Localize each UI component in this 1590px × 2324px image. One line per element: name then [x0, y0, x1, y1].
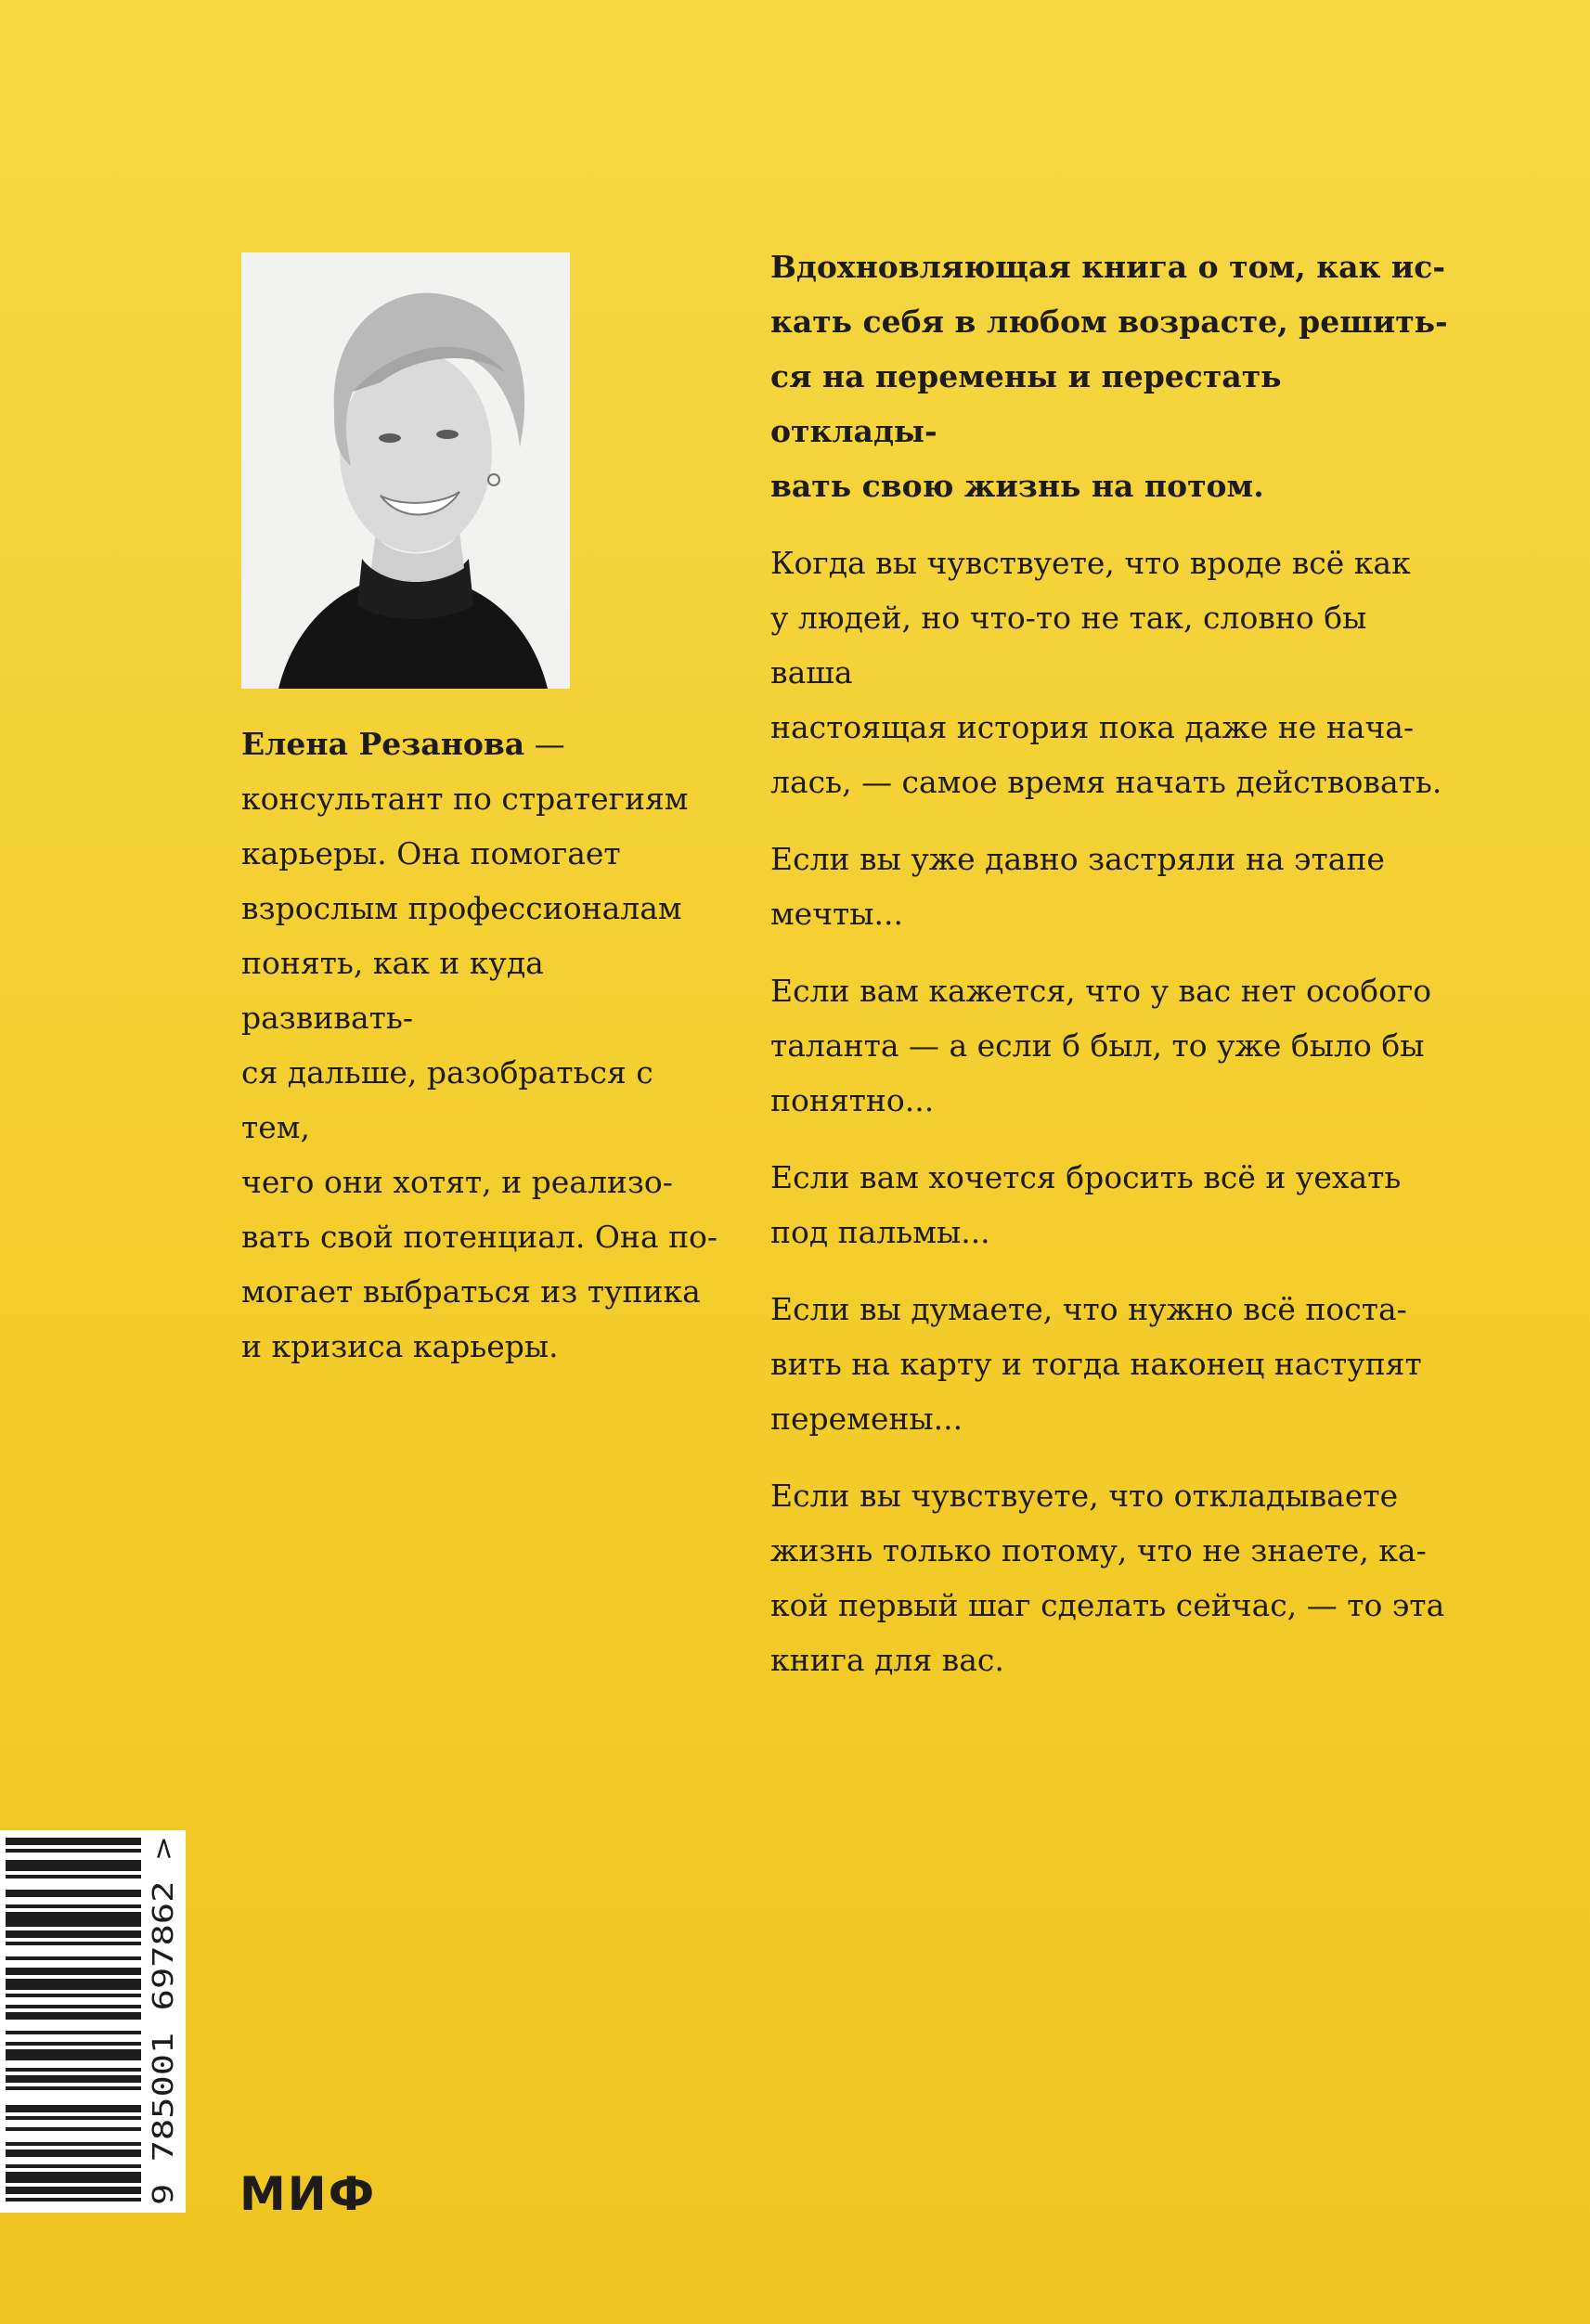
author-bio-line: могает выбраться из тупика	[241, 1273, 701, 1310]
paragraph-line: у людей, но что-то не так, словно бы ваша	[770, 600, 1367, 691]
barcode-bar	[6, 2031, 141, 2034]
lead-line: Вдохновляющая книга о том, как ис-	[770, 249, 1446, 285]
barcode-bar	[6, 2127, 141, 2131]
paragraph-line: мечты...	[770, 896, 904, 932]
description-paragraph	[770, 963, 1448, 1128]
author-bio-line: понять, как и куда развивать-	[241, 945, 544, 1036]
barcode-bar	[6, 2005, 141, 2008]
barcode-bar	[6, 1956, 141, 1960]
author-bio	[241, 717, 724, 1374]
author-bio-line: карьеры. Она помогает	[241, 835, 621, 872]
author-bio-line: консультант по стратегиям	[241, 781, 689, 817]
paragraph-line: вить на карту и тогда наконец наступят	[770, 1346, 1422, 1382]
description-paragraph	[770, 1282, 1448, 1446]
barcode-bar	[6, 2049, 141, 2060]
barcode-bar	[6, 2198, 141, 2201]
paragraph-line: перемены...	[770, 1401, 963, 1437]
barcode-digits: 9 785001 697862 >	[148, 1919, 180, 2205]
barcode-bar	[6, 1838, 141, 1845]
barcode-bar	[6, 1968, 141, 1975]
barcode-bar	[6, 1904, 141, 1908]
lead-line: кать себя в любом возрасте, решить-	[770, 303, 1448, 340]
barcode-bar	[6, 1860, 141, 1871]
barcode-bar	[6, 1849, 141, 1853]
barcode-bar	[6, 1994, 141, 1997]
barcode-bar	[6, 1912, 141, 1927]
barcode-bar	[6, 1930, 141, 1938]
paragraph-line: таланта — а если б был, то уже было бы	[770, 1027, 1425, 1064]
author-bio-line: —	[524, 726, 565, 762]
description-paragraph	[770, 1150, 1448, 1259]
paragraph-line: Если вы думаете, что нужно всё поста-	[770, 1291, 1407, 1327]
lead-line: вать свою жизнь на потом.	[770, 468, 1264, 504]
paragraph-line: настоящая история пока даже не нача-	[770, 709, 1415, 745]
barcode-bar	[6, 1890, 141, 1897]
barcode-bar	[6, 2075, 141, 2083]
paragraph-line: под пальмы...	[770, 1214, 990, 1250]
barcode-bar	[6, 2142, 141, 2146]
barcode-bar	[6, 2187, 141, 2194]
paragraph-line: Если вы уже давно застряли на этапе	[770, 841, 1385, 877]
paragraph-line: кой первый шаг сделать сейчас, — то эта	[770, 1587, 1445, 1623]
author-bio-line: вать свой потенциал. Она по-	[241, 1219, 718, 1255]
author-bio-line: и кризиса карьеры.	[241, 1328, 559, 1364]
author-bio-line: ся дальше, разобраться с тем,	[241, 1054, 653, 1145]
author-name: Елена Резанова	[241, 726, 525, 762]
barcode-bar	[6, 2172, 141, 2183]
paragraph-line: книга для вас.	[770, 1642, 1004, 1678]
description-paragraph	[770, 1468, 1448, 1687]
paragraph-line: Когда вы чувствуете, что вроде всё как	[770, 545, 1411, 581]
description-paragraph	[770, 536, 1448, 809]
author-photo	[241, 252, 570, 689]
barcode-bar	[6, 2150, 141, 2157]
author-bio-line: чего они хотят, и реализо-	[241, 1164, 673, 1200]
barcode	[0, 1830, 186, 2213]
barcode-bar	[6, 1979, 141, 1990]
publisher-logo: МИФ	[239, 2167, 377, 2221]
author-bio-line: взрослым профессионалам	[241, 890, 682, 926]
paragraph-line: жизнь только потому, что не знаете, ка-	[770, 1532, 1427, 1569]
barcode-bar	[6, 1942, 141, 1945]
lead-paragraph	[770, 239, 1448, 513]
barcode-bar	[6, 2164, 141, 2168]
barcode-bar	[6, 2086, 141, 2090]
lead-line: ся на перемены и перестать отклады-	[770, 358, 1282, 449]
barcode-bars	[6, 1838, 141, 2201]
book-description	[770, 239, 1448, 1710]
barcode-bar	[6, 2068, 141, 2072]
paragraph-line: понятно...	[770, 1082, 935, 1118]
paragraph-line: Если вам хочется бросить всё и уехать	[770, 1159, 1402, 1195]
paragraph-line: лась, — самое время начать действовать.	[770, 764, 1442, 800]
barcode-bar	[6, 2116, 141, 2120]
paragraph-line: Если вам кажется, что у вас нет особого	[770, 973, 1432, 1009]
barcode-bar	[6, 2105, 141, 2112]
barcode-bar	[6, 1875, 141, 1879]
barcode-bar	[6, 2042, 141, 2046]
barcode-bar	[6, 2012, 141, 2020]
description-paragraph	[770, 832, 1448, 941]
paragraph-line: Если вы чувствуете, что откладываете	[770, 1478, 1399, 1514]
